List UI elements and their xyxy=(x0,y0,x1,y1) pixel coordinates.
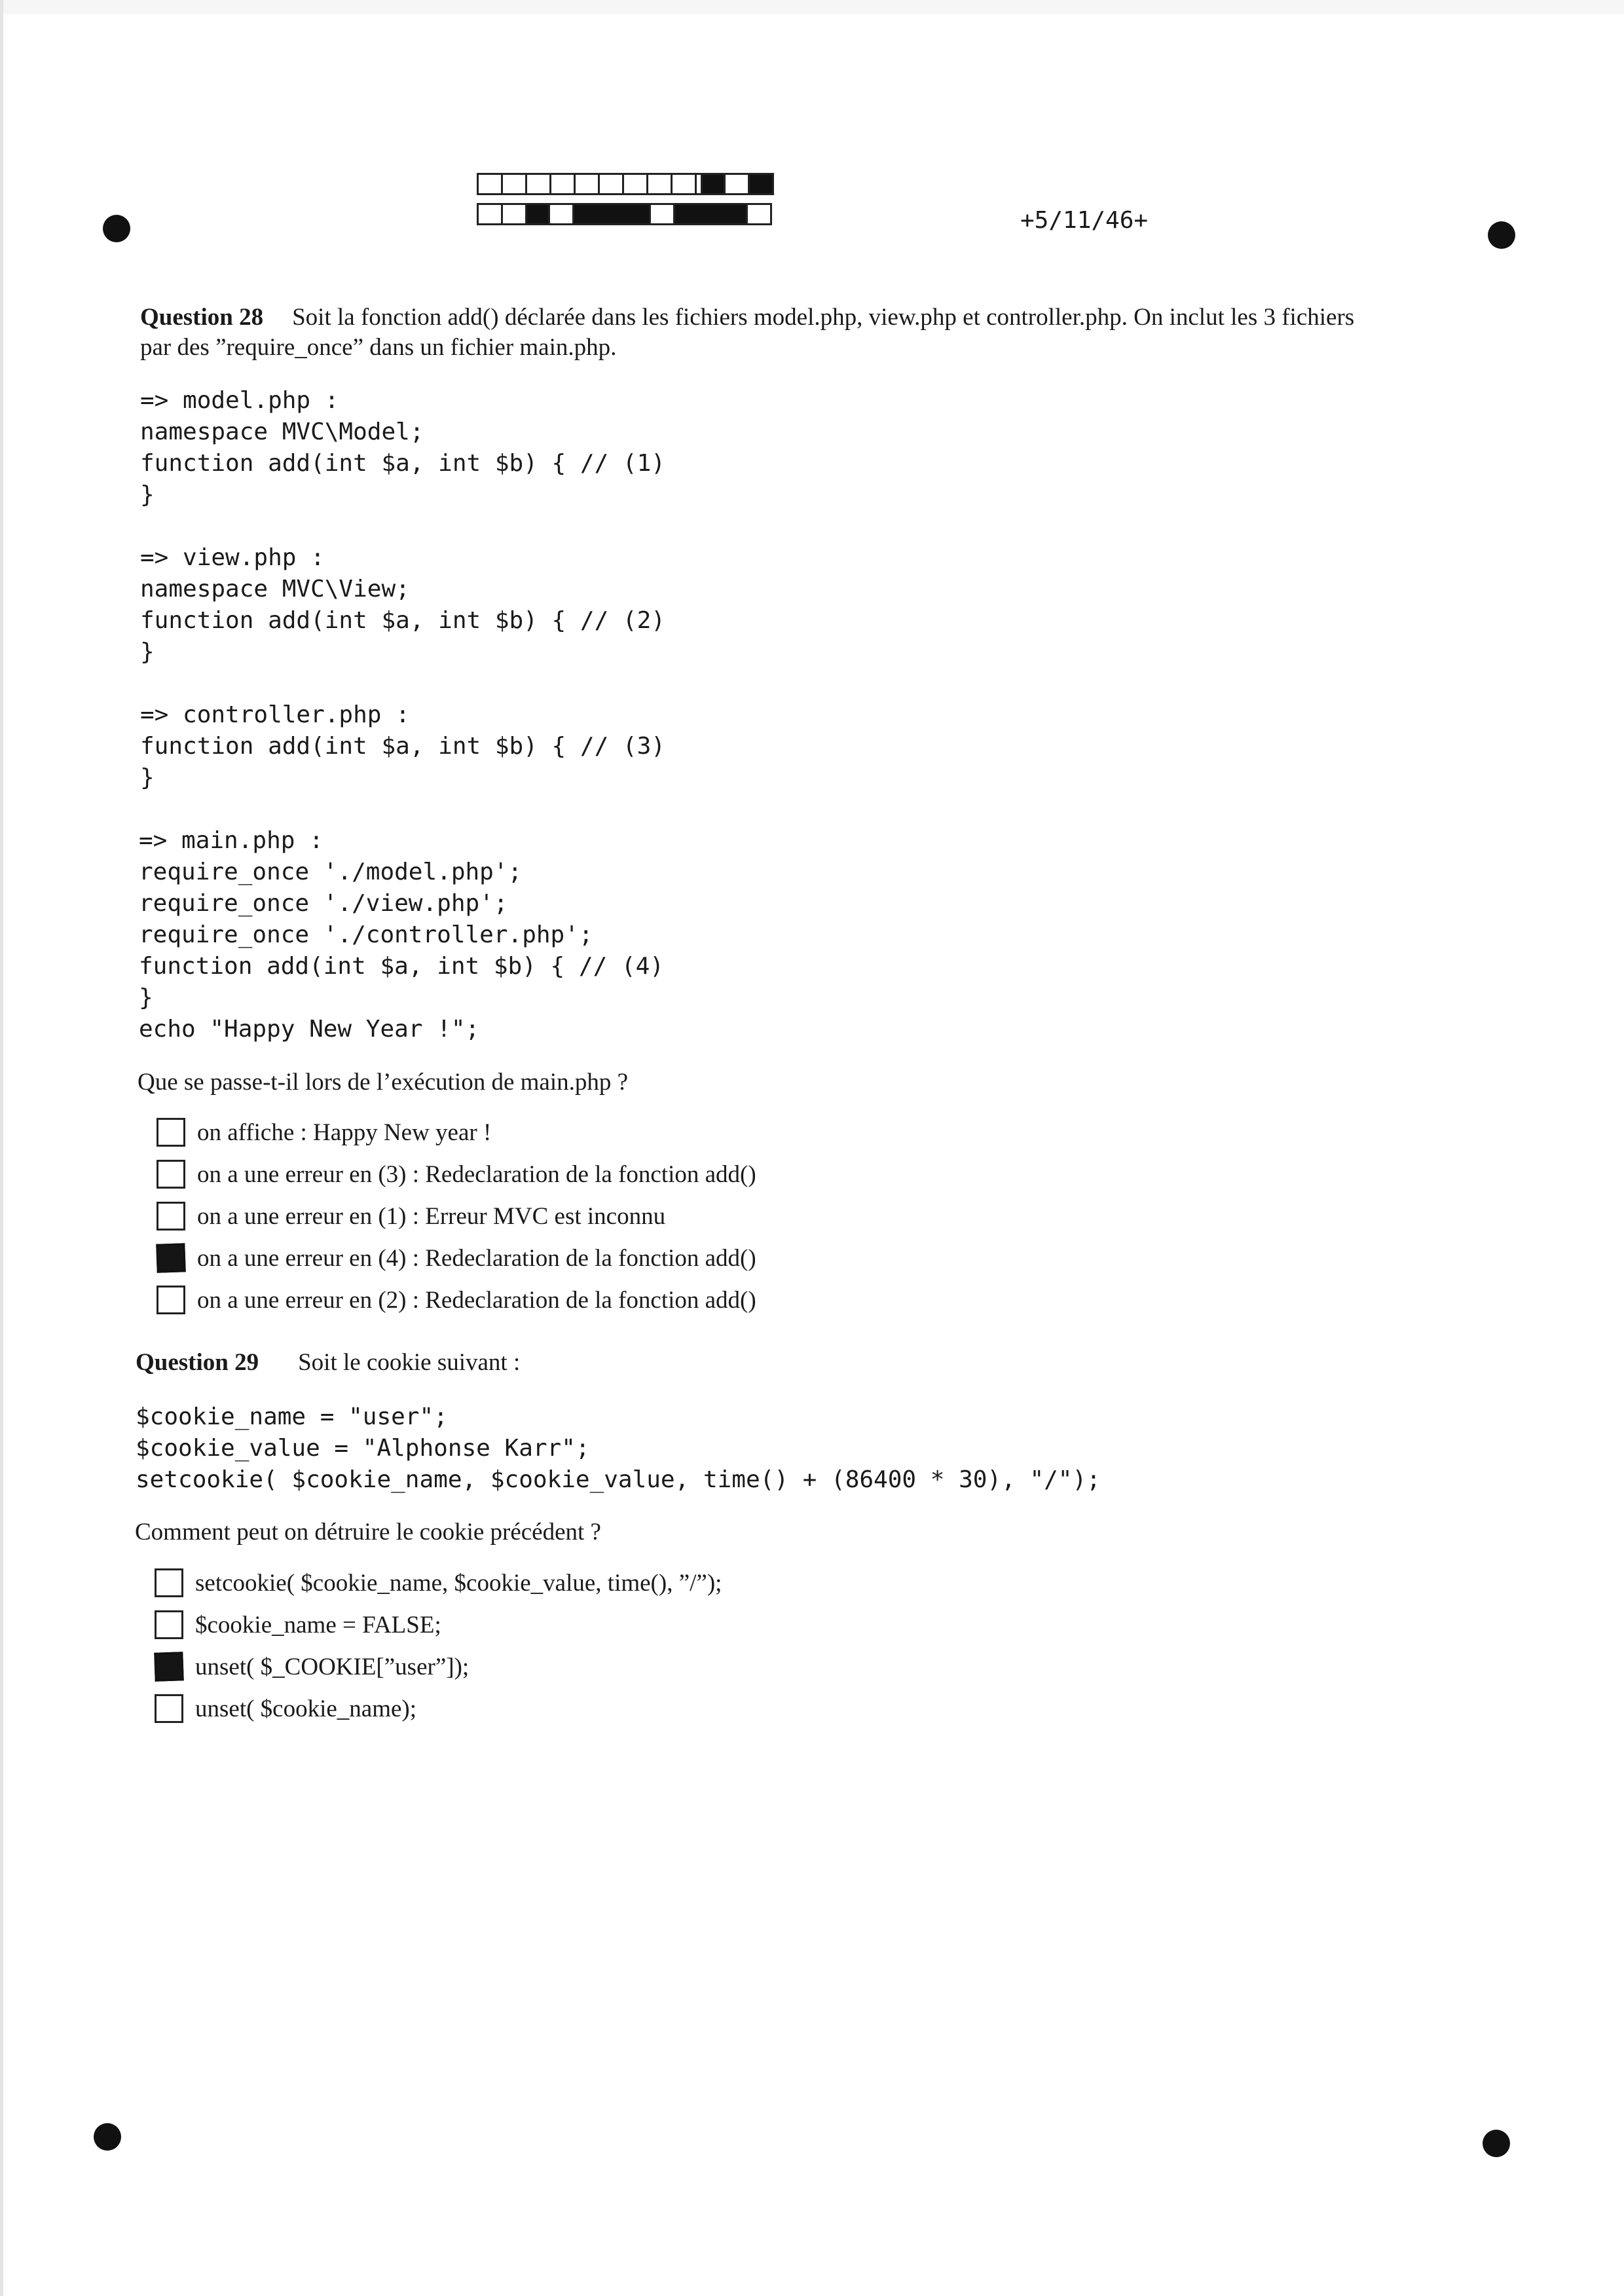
answer-text: on a une erreur en (3) : Redeclaration de la fonction add() xyxy=(197,1160,756,1188)
answer-option[interactable] xyxy=(157,1200,665,1232)
answer-text: on a une erreur en (4) : Redeclaration de la fonction add() xyxy=(197,1244,756,1272)
question-28-label: Question 28 xyxy=(140,304,264,331)
corner-marker-bottom-right xyxy=(1483,2130,1510,2157)
question-28-prompt: Que se passe-t-il lors de l’exécution de main.php ? xyxy=(138,1069,629,1096)
answer-checkbox-filled[interactable] xyxy=(154,1652,184,1682)
answer-option[interactable] xyxy=(157,1116,491,1149)
question-28-header-line1 xyxy=(140,303,1354,333)
answer-option[interactable] xyxy=(155,1692,416,1725)
question-28-statement-line2: par des ”require_once” dans un fichier main.php. xyxy=(140,334,617,361)
question-28-statement-line1: Soit la fonction add() déclarée dans les fichiers model.php, view.php et controller.php. On inclut les 3 fichiers xyxy=(292,304,1355,331)
answer-text: $cookie_name = FALSE; xyxy=(195,1611,441,1639)
answer-option-selected[interactable] xyxy=(155,1650,469,1683)
answer-checkbox[interactable] xyxy=(157,1160,185,1189)
answer-option[interactable] xyxy=(155,1566,722,1599)
page-identifier: +5/11/46+ xyxy=(1020,207,1149,234)
answer-checkbox[interactable] xyxy=(157,1118,185,1147)
answer-checkbox[interactable] xyxy=(157,1286,185,1314)
question-29-statement: Soit le cookie suivant : xyxy=(298,1349,521,1376)
code-block-main: => main.php : require_once './model.php'; require_once './view.php'; require_once './controller.php'; function add(int $a, int $b) { // (4) } echo "Happy New Year !"; xyxy=(139,827,664,1043)
code-block-controller: => controller.php : function add(int $a, int $b) { // (3) } xyxy=(140,701,665,791)
answer-option[interactable] xyxy=(155,1608,441,1641)
answer-option[interactable] xyxy=(157,1284,756,1316)
question-29-header xyxy=(136,1348,520,1378)
answer-checkbox[interactable] xyxy=(155,1694,183,1723)
scan-edge-top xyxy=(0,0,1624,14)
answer-text: on a une erreur en (2) : Redeclaration de la fonction add() xyxy=(197,1286,756,1314)
corner-marker-top-left xyxy=(103,215,130,242)
answer-checkbox[interactable] xyxy=(155,1568,183,1597)
scan-edge-left xyxy=(0,0,3,2296)
code-block-view: => view.php : namespace MVC\View; function add(int $a, int $b) { // (2) } xyxy=(140,544,665,665)
answer-text: unset( $_COOKIE[”user”]); xyxy=(195,1653,470,1680)
answer-checkbox[interactable] xyxy=(157,1202,185,1231)
answer-checkbox-filled[interactable] xyxy=(156,1243,186,1273)
answer-text: unset( $cookie_name); xyxy=(195,1695,417,1722)
question-29-label: Question 29 xyxy=(136,1349,259,1376)
corner-marker-bottom-left xyxy=(94,2123,121,2151)
corner-marker-top-right xyxy=(1488,221,1515,249)
answer-text: on affiche : Happy New year ! xyxy=(197,1119,492,1146)
answer-option-selected[interactable] xyxy=(157,1242,756,1274)
answer-option[interactable] xyxy=(157,1158,756,1191)
question-29-prompt: Comment peut on détruire le cookie précédent ? xyxy=(135,1519,601,1546)
answer-text: on a une erreur en (1) : Erreur MVC est inconnu xyxy=(197,1202,666,1230)
code-block-model: => model.php : namespace MVC\Model; function add(int $a, int $b) { // (1) } xyxy=(140,387,665,508)
question-28-header xyxy=(140,303,1354,363)
answer-checkbox[interactable] xyxy=(155,1610,183,1639)
code-block-cookie: $cookie_name = "user"; $cookie_value = "Alphonse Karr"; setcookie( $cookie_name, $cookie_value, time() + (86400 * 30), "/"); xyxy=(136,1403,1101,1493)
answer-text: setcookie( $cookie_name, $cookie_value, time(), ”/”); xyxy=(195,1569,722,1597)
